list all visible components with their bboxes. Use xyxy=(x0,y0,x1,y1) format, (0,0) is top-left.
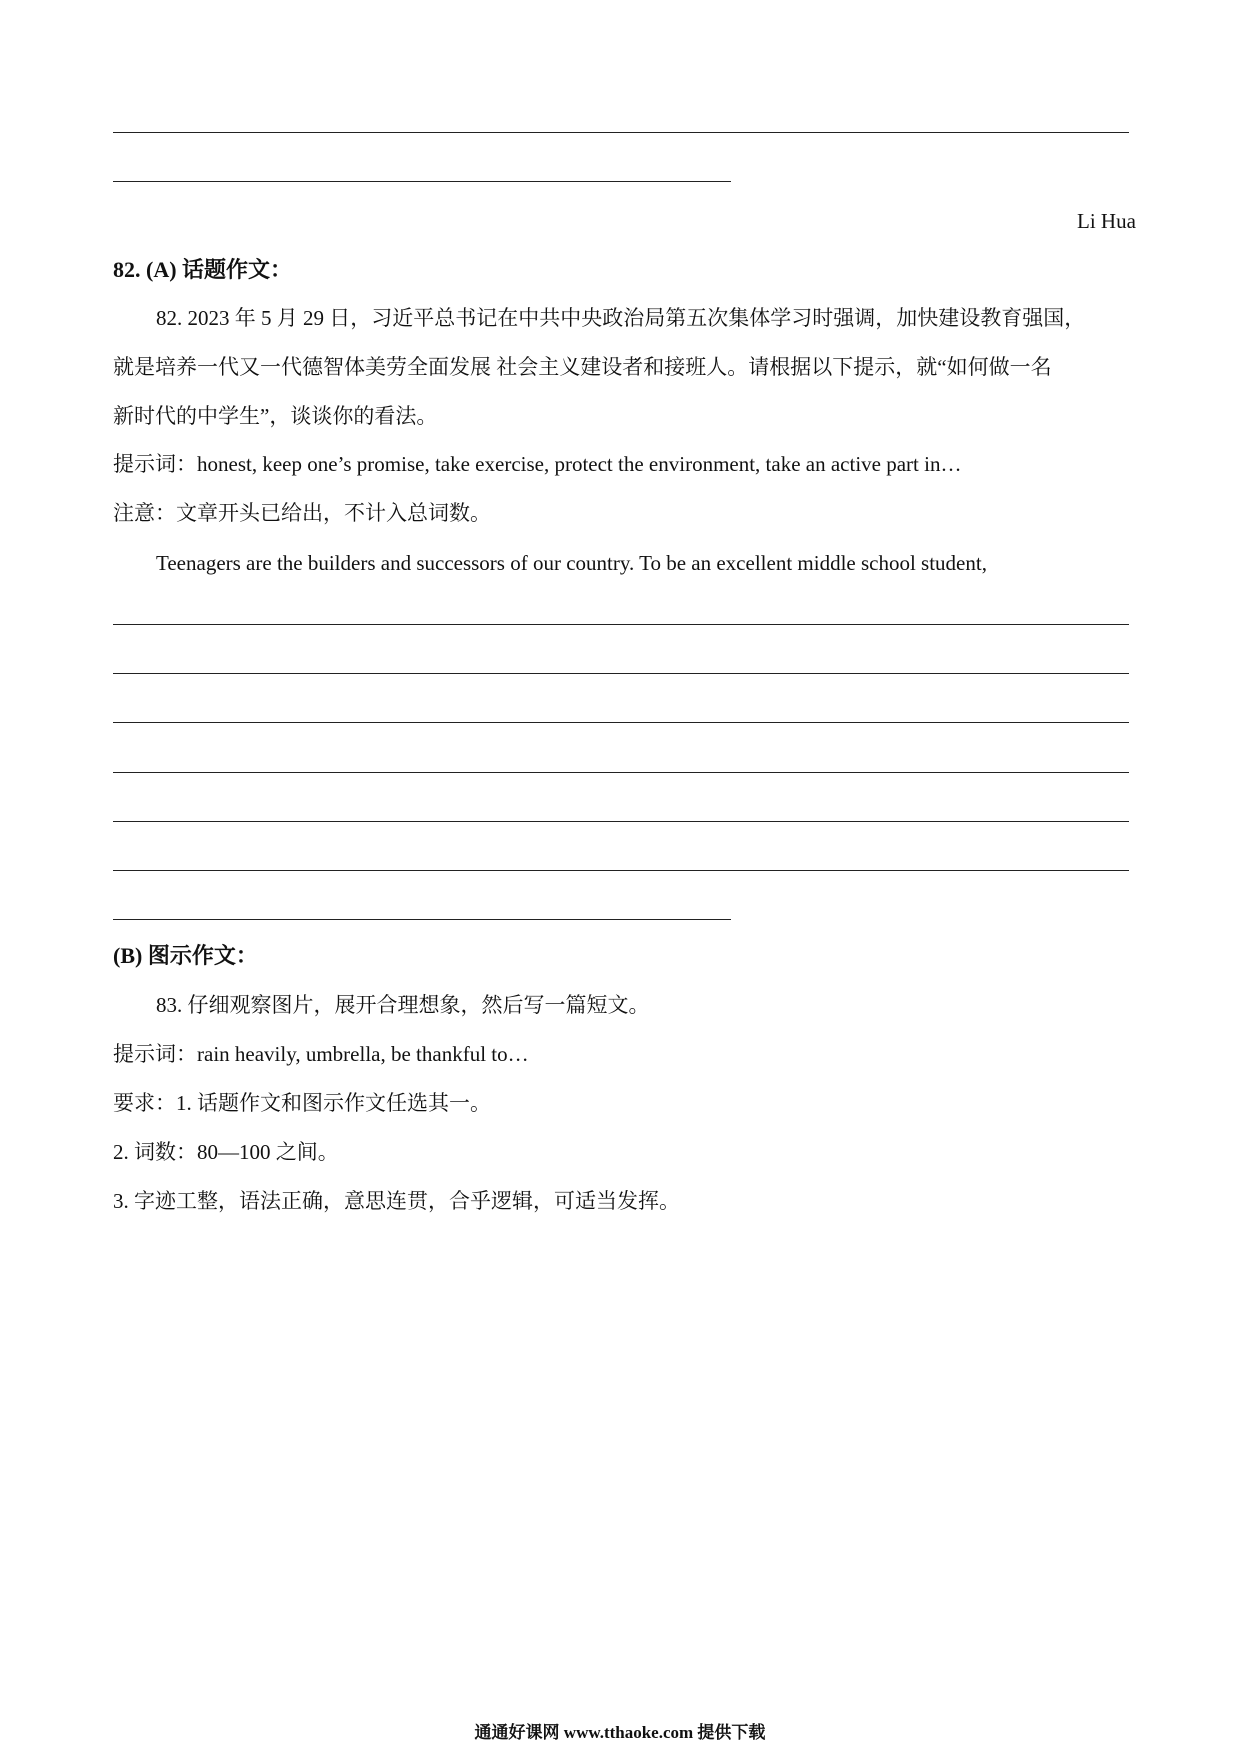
writing-line xyxy=(113,673,1129,674)
section-b-requirement-1: 要求：1. 话题作文和图示作文任选其一。 xyxy=(113,1091,491,1115)
writing-line xyxy=(113,624,1129,625)
writing-line xyxy=(113,772,1129,773)
writing-line xyxy=(113,132,1129,133)
section-a-note: 注意：文章开头已给出，不计入总词数。 xyxy=(113,501,491,525)
signature: Li Hua xyxy=(1077,209,1136,233)
section-a-prompt-line1: 82. 2023 年 5 月 29 日，习近平总书记在中共中央政治局第五次集体学习时强调，加快建设教育强国， xyxy=(156,306,1086,330)
writing-line xyxy=(113,919,731,920)
writing-line xyxy=(113,821,1129,822)
section-b-prompt: 83. 仔细观察图片，展开合理想象，然后写一篇短文。 xyxy=(156,993,650,1017)
section-a-heading: 82. (A) 话题作文： xyxy=(113,257,293,282)
page-footer: 通通好课网 www.tthaoke.com 提供下载 xyxy=(474,1723,766,1742)
section-a-hint: 提示词：honest, keep one’s promise, take exercise, protect the environment, take an active part in… xyxy=(113,452,962,476)
section-a-opening: Teenagers are the builders and successors of our country. To be an excellent middle school student, xyxy=(156,551,987,575)
section-b-hint: 提示词：rain heavily, umbrella, be thankful to… xyxy=(113,1042,529,1066)
section-b-requirement-2: 2. 词数：80—100 之间。 xyxy=(113,1140,339,1164)
writing-line xyxy=(113,181,731,182)
section-b-requirement-3: 3. 字迹工整，语法正确，意思连贯，合乎逻辑，可适当发挥。 xyxy=(113,1189,680,1213)
writing-line xyxy=(113,722,1129,723)
section-a-prompt-line3: 新时代的中学生”，谈谈你的看法。 xyxy=(113,404,438,428)
writing-line xyxy=(113,870,1129,871)
section-a-prompt-line2: 就是培养一代又一代德智体美劳全面发展 社会主义建设者和接班人。请根据以下提示，就“如何做一名 xyxy=(113,355,1052,379)
section-b-heading: (B) 图示作文： xyxy=(113,943,258,968)
